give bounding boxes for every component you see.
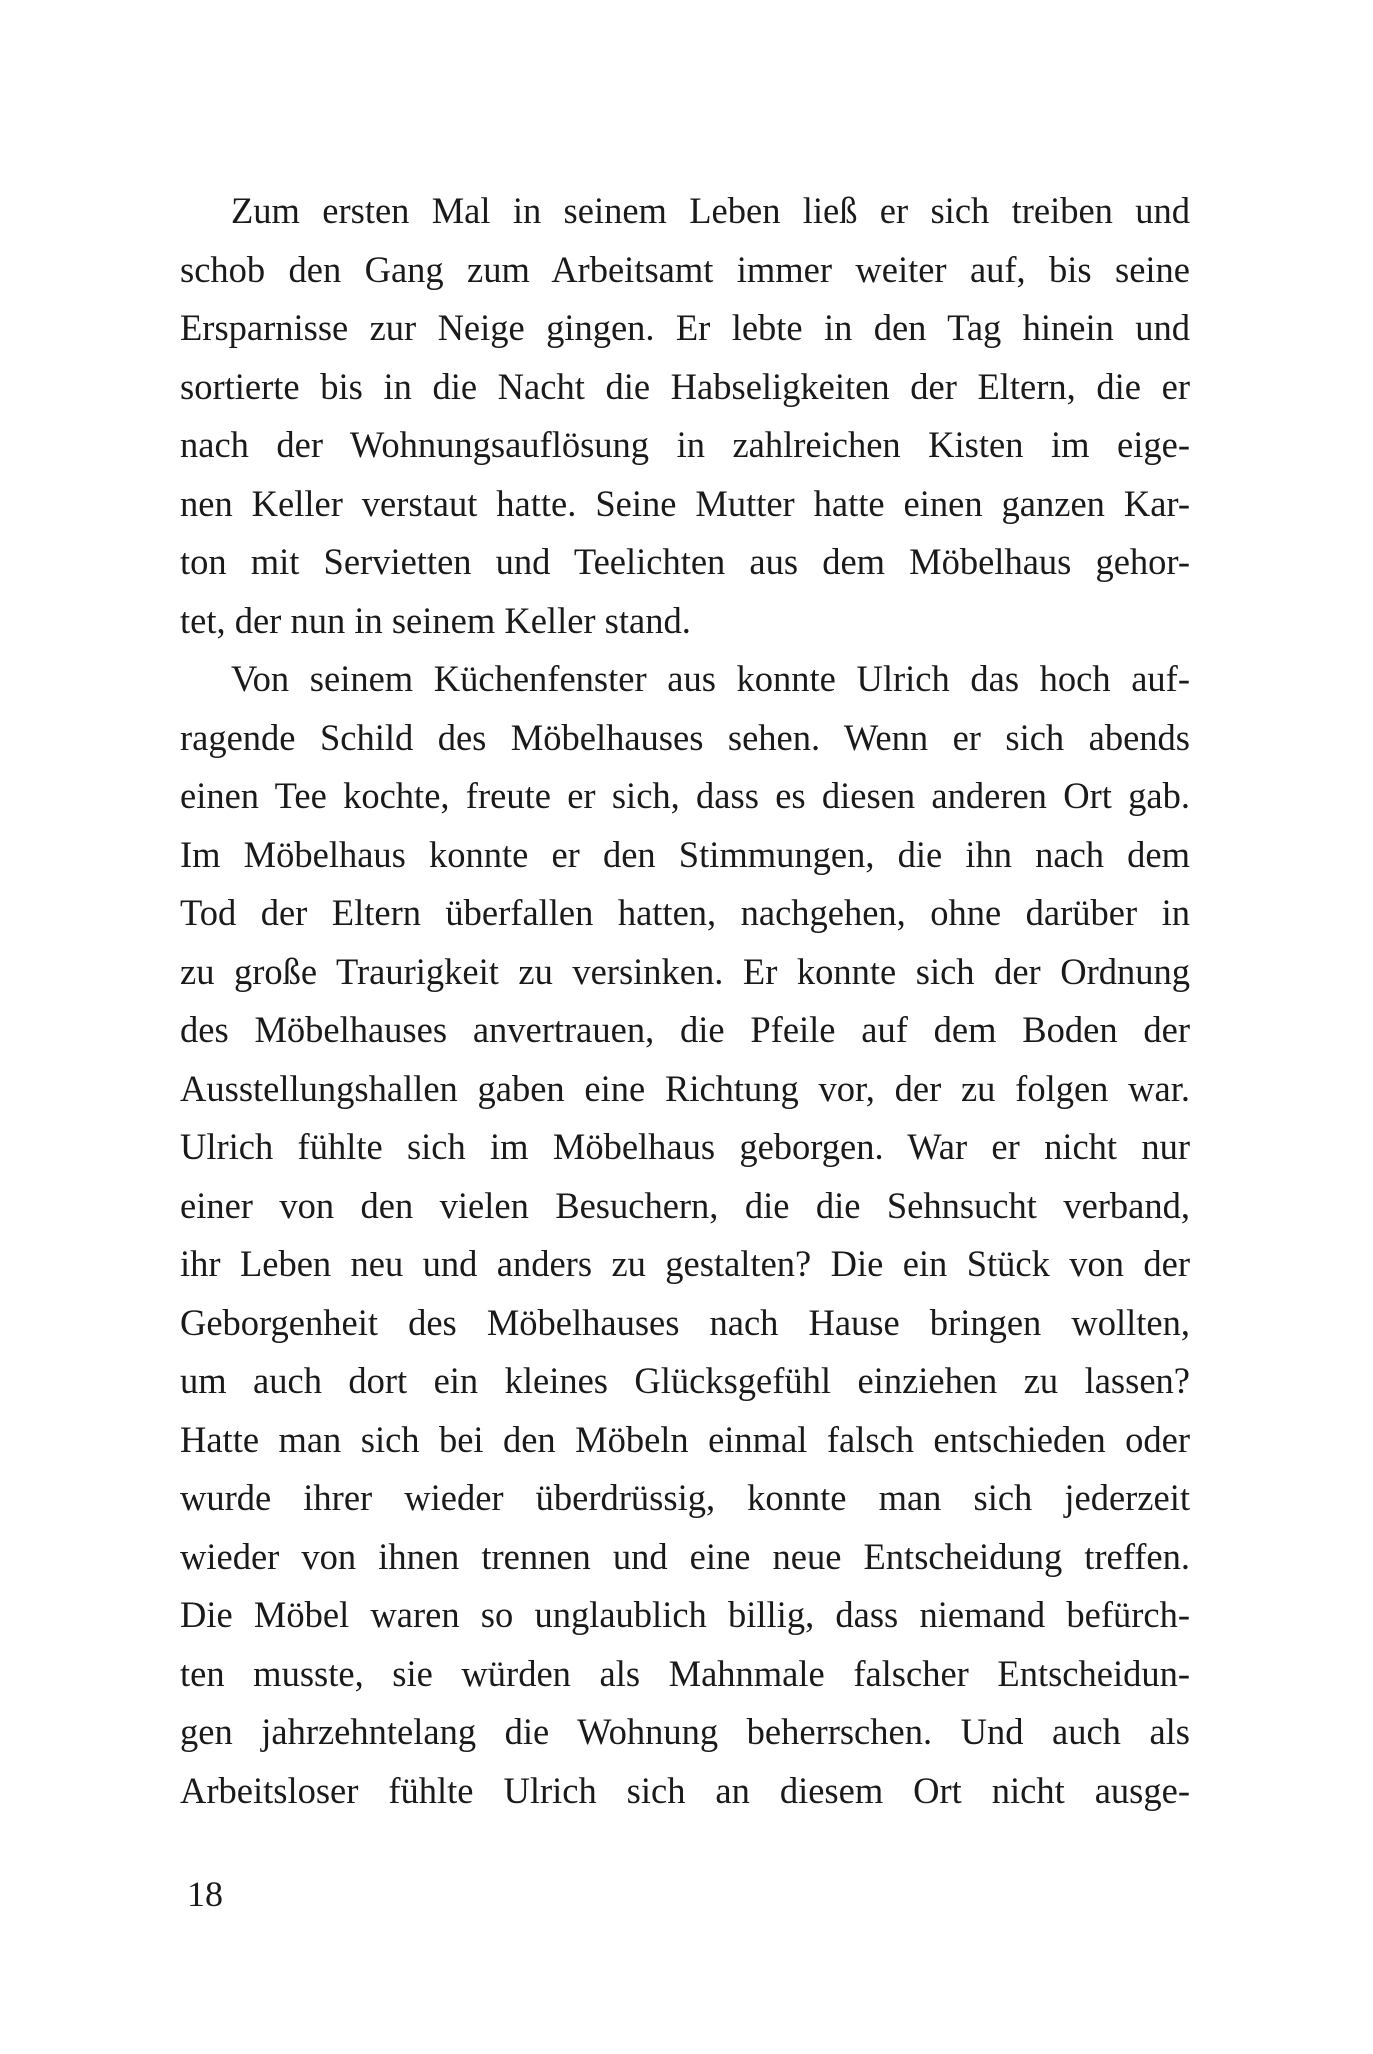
text-line: Die Möbel waren so unglaublich billig, dass niemand befürch- [180,1594,1190,1635]
text-line: wurde ihrer wieder überdrüssig, konnte man sich jederzeit [180,1477,1190,1518]
text-line: ton mit Servietten und Teelichten aus dem Möbelhaus gehor- [180,541,1190,582]
text-line: Arbeitsloser fühlte Ulrich sich an diesem Ort nicht ausge- [180,1769,1190,1811]
text-line: Tod der Eltern überfallen hatten, nachgehen, ohne darüber in [180,892,1190,933]
text-line: Von seinem Küchenfenster aus konnte Ulrich das hoch auf- [231,658,1190,699]
text-line: Hatte man sich bei den Möbeln einmal falsch entschieden oder [180,1418,1190,1460]
text-line: um auch dort ein kleines Glücksgefühl einziehen zu lassen? [180,1360,1190,1401]
text-line: Im Möbelhaus konnte er den Stimmungen, die ihn nach dem [180,833,1190,875]
text-line: sortierte bis in die Nacht die Habseligkeiten der Eltern, die er [180,365,1190,407]
page-number: 18 [187,1874,223,1914]
text-line: ihr Leben neu und anders zu gestalten? Die ein Stück von der [180,1243,1190,1284]
text-line: schob den Gang zum Arbeitsamt immer weiter auf, bis seine [180,248,1190,290]
paragraph [180,650,1190,1820]
text-line: ten musste, sie würden als Mahnmale falscher Entscheidun- [180,1652,1190,1694]
text-line: einer von den vielen Besuchern, die die Sehnsucht verband, [180,1184,1190,1226]
text-line: Geborgenheit des Möbelhauses nach Hause bringen wollten, [180,1301,1190,1343]
text-line: Ulrich fühlte sich im Möbelhaus geborgen. War er nicht nur [180,1126,1190,1167]
paragraph [180,182,1190,650]
text-line: nach der Wohnungsauflösung in zahlreichen Kisten im eige- [180,424,1190,465]
text-line: Zum ersten Mal in seinem Leben ließ er sich treiben und [231,190,1190,231]
text-line: ragende Schild des Möbelhauses sehen. Wenn er sich abends [180,716,1190,758]
text-line: gen jahrzehntelang die Wohnung beherrschen. Und auch als [180,1711,1190,1752]
text-line: Ersparnisse zur Neige gingen. Er lebte in den Tag hinein und [180,307,1190,348]
text-line: einen Tee kochte, freute er sich, dass es diesen anderen Ort gab. [180,775,1190,816]
text-line: tet, der nun in seinem Keller stand. [180,599,691,641]
text-line: zu große Traurigkeit zu versinken. Er konnte sich der Ordnung [180,950,1190,992]
text-line: nen Keller verstaut hatte. Seine Mutter hatte einen ganzen Kar- [180,482,1190,524]
text-line: Ausstellungshallen gaben eine Richtung vor, der zu folgen war. [180,1067,1190,1109]
text-line: wieder von ihnen trennen und eine neue Entscheidung treffen. [180,1535,1190,1577]
text-line: des Möbelhauses anvertrauen, die Pfeile auf dem Boden der [180,1009,1190,1050]
body-text [180,182,1190,1820]
